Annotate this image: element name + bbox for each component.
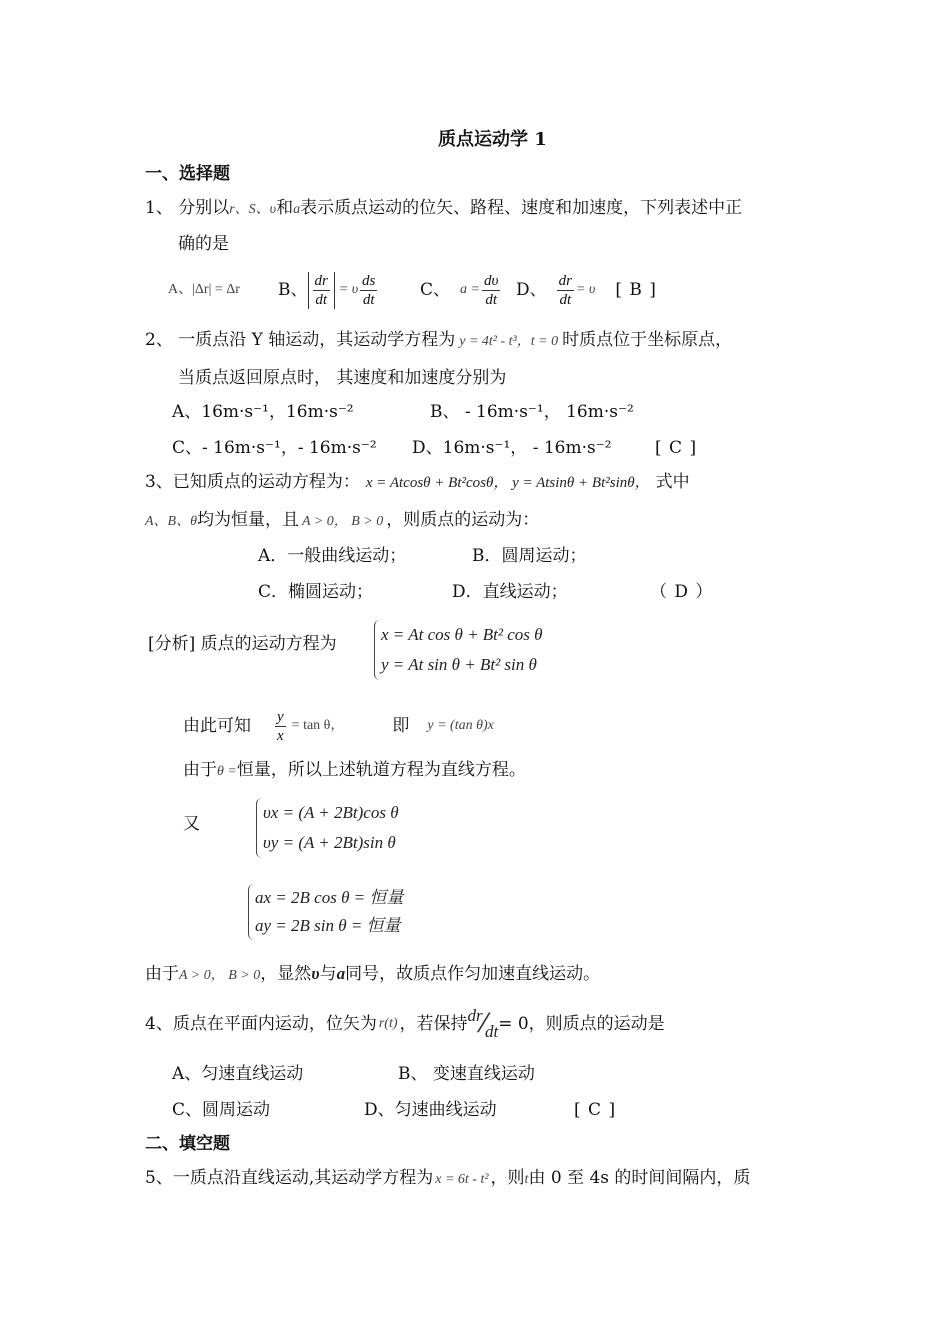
q3-text-c: 均为恒量，且 <box>196 510 299 530</box>
q1-option-a: A、|Δr| = Δr <box>168 282 240 297</box>
q1-text-c: 表示质点运动的位矢、路程、速度和加速度，下列表述中正 <box>300 198 743 218</box>
q3-math: x = Atcosθ + Bt²cosθ， y = Atsinθ + Bt²sinθ， <box>365 475 650 491</box>
q3-accel-x: ax = 2B cos θ = 恒量 <box>255 888 404 907</box>
q3-concl-text-c: 与 <box>319 964 337 984</box>
q3-concl-math: A > 0， B > 0 <box>179 968 261 983</box>
q3-since-text-b: 恒量，所以上述轨道方程为直线方程。 <box>236 760 526 780</box>
q3-equation-y: y = At sin θ + Bt² sin θ <box>381 655 537 674</box>
q4-position: r(t) <box>378 1016 398 1031</box>
page-title: 质点运动学 1 <box>438 129 547 150</box>
section-heading-choice: 一、选择题 <box>145 164 230 184</box>
q2-math: y = 4t² - t³，t = 0 <box>459 334 559 349</box>
q2-option-c: C、- 16m·s⁻¹，- 16m·s⁻² <box>172 438 377 458</box>
frac-den: dt <box>559 291 572 308</box>
q1-text-a: 1、 分别以 <box>145 198 230 218</box>
q2-option-d: D、16m·s⁻¹， - 16m·s⁻² <box>412 438 612 458</box>
q5-text-a: 5、一质点沿直线运动,其运动学方程为 <box>145 1168 434 1188</box>
q1-option-b-frac <box>313 272 330 309</box>
q5-line1 <box>145 1166 750 1192</box>
q3-deduce-text: 由此可知 <box>183 716 251 736</box>
q3-y-over-x <box>275 708 286 745</box>
q1-option-d-expr: = υ <box>575 282 596 297</box>
q3-accel-y: ay = 2B sin θ = 恒量 <box>255 916 401 935</box>
q3-concl-text-b: ，显然 <box>260 964 312 984</box>
q4-option-b: B、 变速直线运动 <box>398 1064 535 1084</box>
q1-option-c-label: C、 <box>420 280 451 300</box>
frac-den: dt <box>362 291 375 308</box>
q1-symbol-a: a <box>293 202 301 217</box>
q4-option-c: C、圆周运动 <box>172 1100 271 1120</box>
q3-also: 又 <box>183 814 200 834</box>
q1-option-b-expr: = υ <box>338 282 359 297</box>
q1-answer: [ B ] <box>615 280 657 300</box>
q1-line2: 确的是 <box>178 234 229 254</box>
q1-option-b <box>278 268 360 312</box>
q3-analysis-label: [分析] 质点的运动方程为 <box>148 634 337 654</box>
q4-slash: ⁄ <box>481 1009 486 1039</box>
q1-line1 <box>145 196 742 222</box>
q3-text-b: 式中 <box>655 472 690 492</box>
q3-answer: （ D ） <box>650 582 714 602</box>
q3-text-a: 3、已知质点的运动方程为： <box>145 472 360 492</box>
q3-text-d: ，则质点的运动为： <box>386 510 540 530</box>
q1-text-b: 和 <box>276 198 294 218</box>
q1-option-b-abs <box>308 272 335 309</box>
q3-option-d: D．直线运动； <box>452 582 568 602</box>
q3-deduce <box>183 704 494 748</box>
q3-line2 <box>145 508 539 534</box>
q4-text-b: ，若保持 <box>399 1014 468 1034</box>
q3-equation-system <box>374 620 543 680</box>
q3-conclusion <box>145 962 600 988</box>
q1-options <box>168 276 240 302</box>
section-heading-fill: 二、填空题 <box>145 1134 230 1154</box>
q4-line1 <box>145 1004 665 1044</box>
q3-since-text: 由于 <box>183 760 217 780</box>
q1-option-b-label: B、 <box>278 280 308 300</box>
q3-option-c: C．椭圆运动； <box>258 582 374 602</box>
frac-den: x <box>277 727 284 744</box>
q1-symbols: r、S、υ <box>229 202 277 217</box>
q3-option-b: B．圆周运动； <box>472 546 587 566</box>
q5-t: t <box>524 1172 529 1187</box>
q3-line1 <box>145 470 690 495</box>
q1-option-d-frac <box>557 272 574 309</box>
q3-theta: θ = <box>217 764 237 779</box>
q3-conditions: A > 0， B > 0 <box>301 514 384 529</box>
q3-option-a: A．一般曲线运动； <box>258 546 407 566</box>
q3-velocity-system <box>256 798 399 858</box>
q4-slash-num: dr <box>467 1006 483 1025</box>
q3-line-equation: y = (tan θ)x <box>427 718 494 733</box>
q3-acceleration-system <box>248 884 403 940</box>
q5-math: x = 6t - t² <box>435 1172 489 1187</box>
frac-den: dt <box>315 291 327 308</box>
q3-concl-text-d: 同号，故质点作匀加速直线运动。 <box>345 964 601 984</box>
q3-concl-text-a: 由于 <box>145 964 179 984</box>
frac-num: y <box>277 708 284 725</box>
q2-line1 <box>145 328 732 354</box>
q2-option-b: B、 - 16m·s⁻¹， 16m·s⁻² <box>430 402 634 422</box>
q4-option-d: D、匀速曲线运动 <box>364 1100 497 1120</box>
frac-num: dr <box>314 272 328 289</box>
q3-velocity-y: υy = (A + 2Bt)sin θ <box>263 833 396 852</box>
q5-text-c: 由 0 至 4s 的时间间隔内，质 <box>528 1168 751 1188</box>
frac-num: ds <box>362 272 376 289</box>
frac-den: dt <box>485 291 497 308</box>
q5-text-b: ，则 <box>490 1168 525 1188</box>
q1-option-d <box>516 268 657 312</box>
q2-answer: [ C ] <box>655 438 698 458</box>
q2-text-b: 时质点位于坐标原点， <box>562 330 733 350</box>
q2-option-a: A、16m·s⁻¹，16m·s⁻² <box>172 402 354 422</box>
q3-constants: A、B、θ <box>145 514 197 529</box>
q3-tan: = tan θ， <box>291 718 345 733</box>
q4-text-c: = 0，则质点的运动是 <box>498 1014 665 1034</box>
q3-velocity-x: υx = (A + 2Bt)cos θ <box>263 803 399 822</box>
q3-equation-x: x = At cos θ + Bt² cos θ <box>381 625 543 644</box>
q1-option-d-label: D、 <box>516 280 547 300</box>
q3-concl-accel: a <box>336 964 346 983</box>
q1-option-c <box>420 268 502 312</box>
q1-option-b-ds <box>358 268 379 312</box>
frac-num: dυ <box>483 272 499 289</box>
q4-slash-den: dt <box>484 1022 499 1041</box>
q2-text-a: 2、 一质点沿 Y 轴运动，其运动学方程为 <box>145 330 456 350</box>
q1-option-c-expr: a = <box>460 282 480 297</box>
q1-option-c-frac <box>482 272 500 309</box>
q4-text-a: 4、质点在平面内运动，位矢为 <box>145 1014 377 1034</box>
q3-concl-velocity: υ <box>311 964 320 983</box>
q3-deduce-ji: 即 <box>392 716 410 736</box>
q4-answer: [ C ] <box>574 1100 617 1120</box>
q4-option-a: A、匀速直线运动 <box>172 1064 304 1084</box>
q3-since <box>183 758 526 784</box>
frac-num: dr <box>558 272 572 289</box>
q1-option-b-ds-frac <box>360 272 377 309</box>
q2-line2: 当质点返回原点时， 其速度和加速度分别为 <box>178 368 507 388</box>
